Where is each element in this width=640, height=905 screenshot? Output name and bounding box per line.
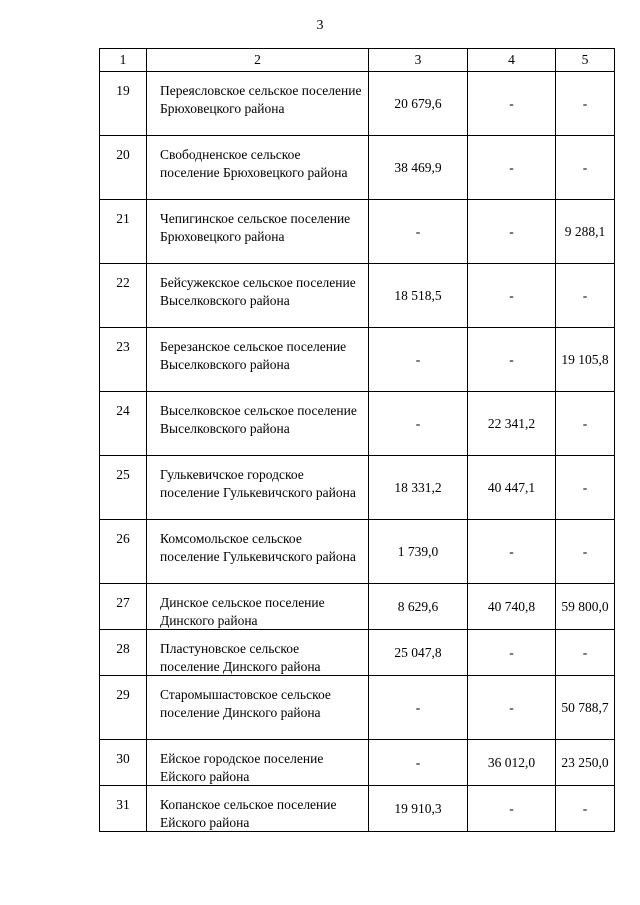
data-table [99, 48, 615, 832]
settlement-name-text: Чепигинское сельское поселение Брюховецкого района [160, 211, 351, 244]
table-row [100, 264, 615, 328]
header-cell-3: 3 [369, 49, 468, 72]
column-3-value-cell: - [369, 740, 468, 786]
column-3-value-cell: 20 679,6 [369, 72, 468, 136]
table-row [100, 584, 615, 630]
column-3-value-cell: - [369, 392, 468, 456]
column-4-value-cell: - [468, 786, 556, 832]
table-row [100, 136, 615, 200]
settlement-name-text: Пластуновское сельское поселение Динского района [160, 641, 321, 674]
row-number-cell: 31 [100, 786, 147, 832]
row-number-cell: 30 [100, 740, 147, 786]
column-3-value-cell: - [369, 200, 468, 264]
settlement-name-cell [147, 200, 369, 264]
table-row [100, 630, 615, 676]
row-number-cell: 21 [100, 200, 147, 264]
column-5-value-cell: 59 800,0 [556, 584, 615, 630]
row-number-cell: 20 [100, 136, 147, 200]
column-3-value-cell: 18 331,2 [369, 456, 468, 520]
header-cell-1: 1 [100, 49, 147, 72]
row-number-cell: 27 [100, 584, 147, 630]
header-cell-4: 4 [468, 49, 556, 72]
column-4-value-cell: - [468, 676, 556, 740]
column-5-value-cell: - [556, 72, 615, 136]
column-5-value-cell: - [556, 136, 615, 200]
column-5-value-cell: 9 288,1 [556, 200, 615, 264]
settlement-name-text: Свободненское сельское поселение Брюховецкого района [160, 147, 348, 180]
table-row [100, 200, 615, 264]
header-cell-2: 2 [147, 49, 369, 72]
table-row [100, 72, 615, 136]
column-4-value-cell: - [468, 264, 556, 328]
column-4-value-cell: - [468, 72, 556, 136]
row-number-cell: 28 [100, 630, 147, 676]
settlement-name-cell [147, 740, 369, 786]
column-3-value-cell: 1 739,0 [369, 520, 468, 584]
table-body [100, 49, 615, 832]
table-row [100, 456, 615, 520]
settlement-name-cell [147, 328, 369, 392]
column-4-value-cell: 36 012,0 [468, 740, 556, 786]
row-number-cell: 24 [100, 392, 147, 456]
row-number-cell: 26 [100, 520, 147, 584]
settlement-name-text: Гулькевичское городское поселение Гулькевичского района [160, 467, 356, 500]
column-5-value-cell: - [556, 264, 615, 328]
column-4-value-cell: 40 740,8 [468, 584, 556, 630]
column-4-value-cell: - [468, 328, 556, 392]
column-5-value-cell: 50 788,7 [556, 676, 615, 740]
settlement-name-text: Ейское городское поселение Ейского района [160, 751, 324, 784]
row-number-cell: 25 [100, 456, 147, 520]
settlement-name-cell [147, 456, 369, 520]
settlement-name-cell [147, 676, 369, 740]
settlement-name-cell [147, 264, 369, 328]
table-header-row [100, 49, 615, 72]
settlement-name-text: Переясловское сельское поселение Брюховецкого района [160, 83, 362, 116]
table-row [100, 740, 615, 786]
settlement-name-cell [147, 584, 369, 630]
table-row [100, 786, 615, 832]
column-4-value-cell: - [468, 136, 556, 200]
column-4-value-cell: - [468, 630, 556, 676]
column-3-value-cell: 8 629,6 [369, 584, 468, 630]
column-3-value-cell: 25 047,8 [369, 630, 468, 676]
column-5-value-cell: - [556, 786, 615, 832]
row-number-cell: 19 [100, 72, 147, 136]
column-4-value-cell: - [468, 200, 556, 264]
page-number: 3 [316, 18, 324, 33]
column-5-value-cell: 23 250,0 [556, 740, 615, 786]
column-3-value-cell: 38 469,9 [369, 136, 468, 200]
column-5-value-cell: - [556, 456, 615, 520]
settlement-name-cell [147, 392, 369, 456]
column-3-value-cell: - [369, 676, 468, 740]
header-cell-5: 5 [556, 49, 615, 72]
column-4-value-cell: - [468, 520, 556, 584]
column-5-value-cell: 19 105,8 [556, 328, 615, 392]
settlement-name-cell [147, 786, 369, 832]
settlement-name-cell [147, 520, 369, 584]
settlement-name-text: Копанское сельское поселение Ейского района [160, 797, 337, 830]
row-number-cell: 23 [100, 328, 147, 392]
table-row [100, 328, 615, 392]
column-4-value-cell: 22 341,2 [468, 392, 556, 456]
settlement-name-cell [147, 136, 369, 200]
settlement-name-cell [147, 72, 369, 136]
settlement-name-text: Выселковское сельское поселение Выселковского района [160, 403, 357, 436]
column-3-value-cell: - [369, 328, 468, 392]
settlement-name-text: Старомышастовское сельское поселение Динского района [160, 687, 331, 720]
table-row [100, 676, 615, 740]
column-4-value-cell: 40 447,1 [468, 456, 556, 520]
settlement-name-cell [147, 630, 369, 676]
column-5-value-cell: - [556, 392, 615, 456]
table-row [100, 392, 615, 456]
row-number-cell: 29 [100, 676, 147, 740]
settlement-name-text: Березанское сельское поселение Выселковского района [160, 339, 347, 372]
table-row [100, 520, 615, 584]
column-3-value-cell: 19 910,3 [369, 786, 468, 832]
settlement-name-text: Динское сельское поселение Динского района [160, 595, 325, 628]
column-5-value-cell: - [556, 520, 615, 584]
settlement-name-text: Комсомольское сельское поселение Гулькевичского района [160, 531, 356, 564]
row-number-cell: 22 [100, 264, 147, 328]
column-3-value-cell: 18 518,5 [369, 264, 468, 328]
column-5-value-cell: - [556, 630, 615, 676]
settlement-name-text: Бейсужекское сельское поселение Выселковского района [160, 275, 356, 308]
